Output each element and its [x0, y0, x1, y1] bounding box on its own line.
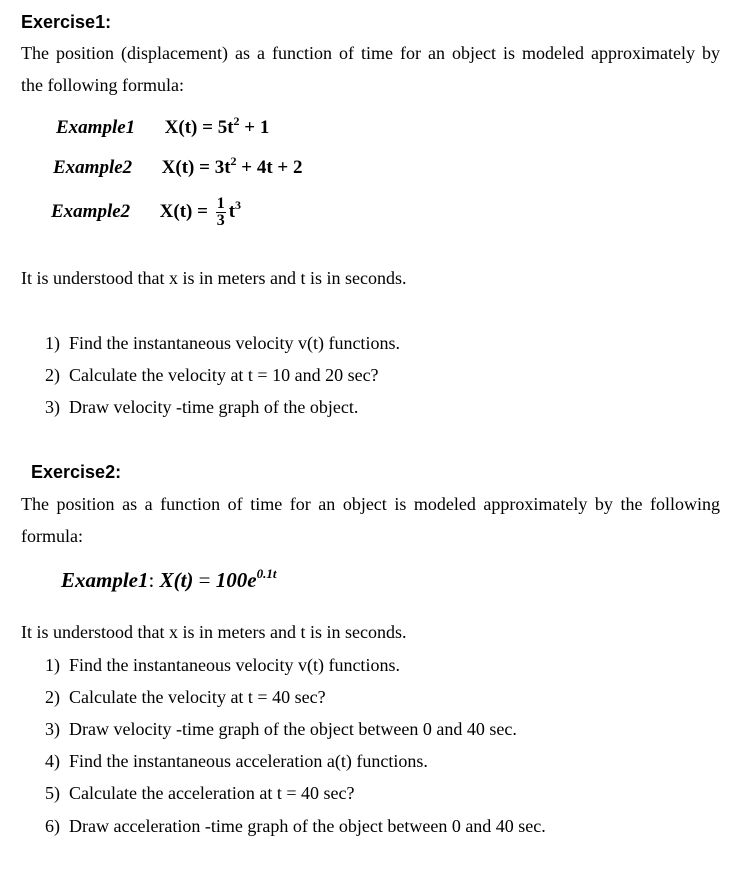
example-label: Example2 [53, 157, 133, 178]
formula-lhs: X(t) [159, 568, 194, 592]
exercise2-title: Exercise2: [31, 462, 122, 482]
exercise2-intro-line2: formula: [21, 526, 83, 546]
exercise1-intro-line1: The position (displacement) as a function of time for an object is modeled approximately by [21, 43, 720, 63]
exercise1-task-3 [45, 397, 358, 418]
formula-exponent: 0.1t [256, 566, 277, 581]
task-text: Draw velocity -time graph of the object between 0 and 40 sec. [69, 719, 517, 739]
task-text: Draw acceleration -time graph of the object between 0 and 40 sec. [69, 816, 546, 836]
exercise2-task-2 [45, 687, 326, 708]
exercise2-task-3 [45, 719, 517, 740]
formula-term: 3t [214, 157, 231, 178]
exercise1-intro-line2: the following formula: [21, 75, 184, 95]
formula-rest: + 1 [239, 117, 270, 138]
task-text: Find the instantaneous velocity v(t) functions. [69, 333, 400, 353]
fraction-numerator: 1 [216, 195, 225, 213]
task-number: 2) [45, 365, 60, 385]
example-separator: : [148, 568, 160, 592]
exercise1-task-2 [45, 365, 379, 386]
exercise2-task-4 [45, 751, 428, 772]
task-text: Calculate the velocity at t = 40 sec? [69, 687, 326, 707]
task-number: 5) [45, 783, 60, 803]
exercise1-example3 [51, 190, 241, 234]
task-text: Find the instantaneous acceleration a(t) functions. [69, 751, 428, 771]
task-text: Calculate the acceleration at t = 40 sec? [69, 783, 355, 803]
exercise1-example2 [53, 154, 303, 179]
formula-exponent: 2 [230, 154, 237, 168]
task-number: 3) [45, 719, 60, 739]
formula-rest: + 4t + 2 [236, 157, 303, 178]
formula-exponent: 3 [235, 198, 242, 212]
task-number: 1) [45, 333, 60, 353]
exercise2-intro-line1: The position as a function of time for an object is modeled approximately by the following [21, 494, 720, 514]
exercise2-task-1 [45, 655, 400, 676]
exercise1-task-1 [45, 333, 400, 354]
exercise2-units-note: It is understood that x is in meters and t is in seconds. [21, 622, 407, 642]
exercise2-task-6 [45, 816, 546, 837]
formula-exponent: 2 [233, 114, 240, 128]
task-text: Calculate the velocity at t = 10 and 20 sec? [69, 365, 379, 385]
task-number: 4) [45, 751, 60, 771]
task-number: 3) [45, 397, 60, 417]
formula-fraction [216, 196, 226, 229]
formula-term: 5t [217, 117, 234, 138]
formula-term: t [228, 201, 236, 222]
exercise2-task-5 [45, 783, 355, 804]
example-label: Example1 [56, 117, 136, 138]
task-number: 6) [45, 816, 60, 836]
formula-lhs: X(t) = [159, 201, 213, 222]
task-number: 1) [45, 655, 60, 675]
exercise1-title: Exercise1: [21, 12, 112, 32]
example-label: Example1 [61, 568, 149, 592]
task-text: Find the instantaneous velocity v(t) functions. [69, 655, 400, 675]
example-label: Example2 [51, 201, 131, 222]
exercise1-example1 [56, 114, 270, 139]
formula-base: 100e [215, 568, 257, 592]
task-number: 2) [45, 687, 60, 707]
formula-lhs: X(t) = [164, 117, 218, 138]
task-text: Draw velocity -time graph of the object. [69, 397, 359, 417]
exercise1-units-note: It is understood that x is in meters and t is in seconds. [21, 268, 407, 288]
exercise2-example1 [61, 568, 276, 593]
formula-lhs: X(t) = [161, 157, 215, 178]
formula-equals: = [193, 568, 216, 592]
fraction-denominator: 3 [216, 212, 225, 230]
